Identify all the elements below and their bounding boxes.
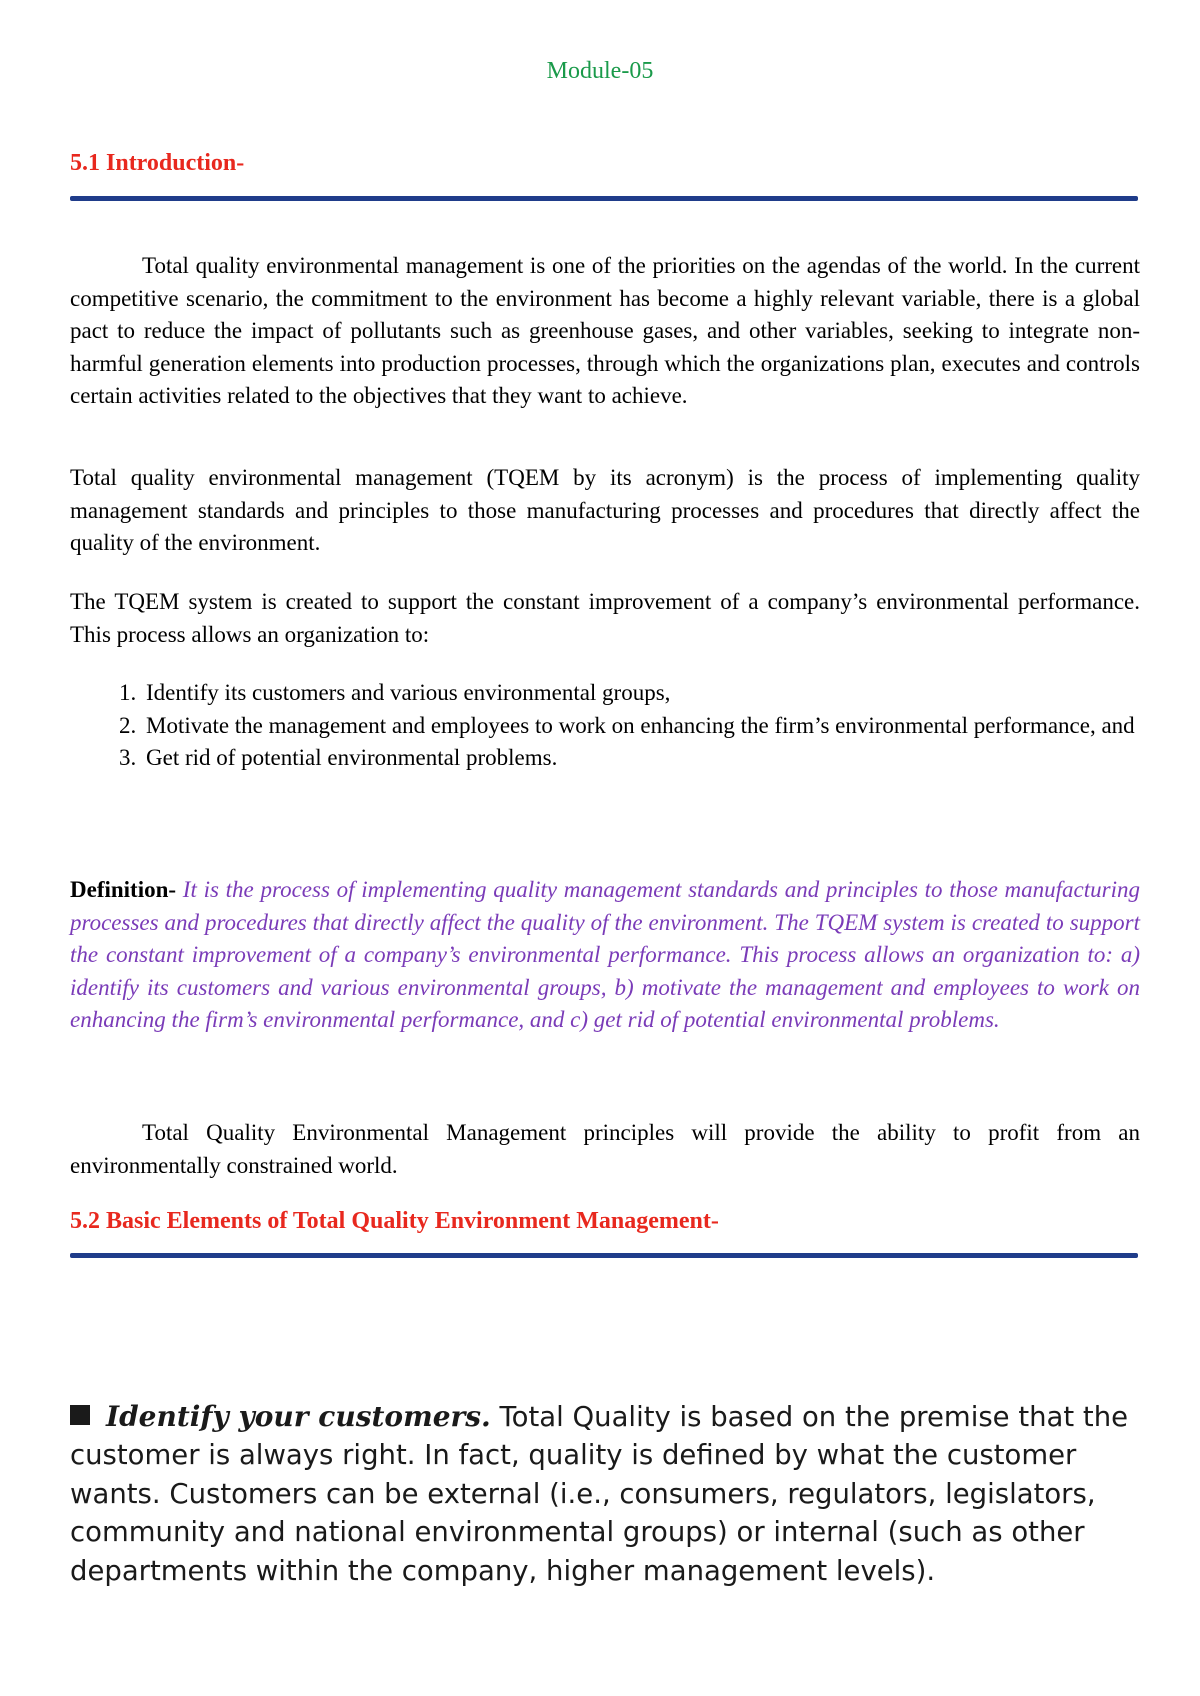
intro-paragraph-3: The TQEM system is created to support the constant improvement of a company’s environmental performance. This process allows an organization to:: [70, 589, 1140, 647]
section-divider-rule: [70, 196, 1138, 201]
square-bullet-icon: [70, 1405, 90, 1425]
callout-text: Total Quality is based on the premise that the customer is always right. In fact, quality is defined by what the customer wants. Customers can be external (i.e., consumers, regulators, legislators, community and national environmental groups) or internal (such as other departments within the company, higher management levels).: [70, 1401, 1129, 1587]
list-item: 1. Identify its customers and various environmental groups,: [142, 677, 1200, 710]
intro-paragraph-1: Total quality environmental management is one of the priorities on the agendas of the world. In the current competitive scenario, the commitment to the environment has become a highly relevant variable, there is a global pact to reduce the impact of pollutants such as greenhouse gases, and other variables, seeking to integrate non-harmful generation elements into production processes, through which the organizations plan, executes and controls certain activities related to the objectives that they want to achieve.: [70, 253, 1140, 408]
list-item: 3. Get rid of potential environmental problems.: [142, 742, 1200, 775]
callout-lead: Identify your customers.: [106, 1400, 491, 1433]
section-heading-introduction: 5.1 Introduction-: [70, 150, 245, 176]
module-label: Module-05: [546, 58, 654, 84]
scanned-callout-identify-customers: [70, 1398, 1150, 1590]
intro-paragraph-2: Total quality environmental management (TQEM by its acronym) is the process of implementing quality management standards and principles to those manufacturing processes and procedures that directly affect the quality of the environment.: [70, 465, 1140, 555]
section-heading-basic-elements: 5.2 Basic Elements of Total Quality Environment Management-: [70, 1208, 719, 1234]
definition-text: It is the process of implementing quality management standards and principles to those manufacturing processes and procedures that directly affect the quality of the environment. The TQEM system is created to support the constant improvement of a company’s environmental performance. This process allows an organization to: a) identify its customers and various environmental groups, b) motivate the management and employees to work on enhancing the firm’s environmental performance, and c) get rid of potential environmental problems.: [70, 877, 1140, 1032]
intro-paragraph-4: Total Quality Environmental Management principles will provide the ability to profit from an environmentally constrained world.: [70, 1120, 1140, 1178]
list-item: 2. Motivate the management and employees to work on enhancing the firm’s environmental performance, and: [142, 710, 1200, 743]
definition-label: Definition-: [70, 877, 177, 902]
capability-list: [70, 677, 1200, 775]
definition-block: [70, 874, 1140, 1037]
section-divider-rule: [70, 1253, 1138, 1258]
